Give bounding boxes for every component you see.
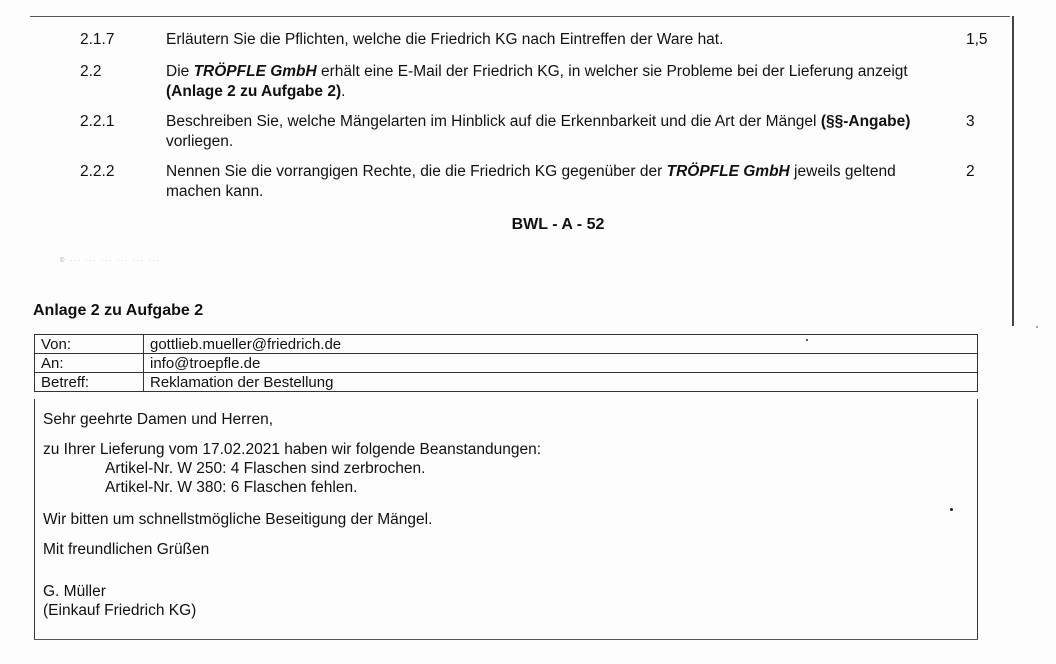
task-text-part: erhält eine E-Mail der Friedrich KG, in welcher sie Probleme bei der Lieferung anzeigt [316,63,908,80]
faint-footer-text: © ··· ··· ··· ··· ··· ··· [60,258,161,264]
right-margin-rule [1012,16,1014,326]
task-text: Erläutern Sie die Pflichten, welche die Friedrich KG nach Eintreffen der Ware hat. [166,31,724,48]
complaint-item: Artikel-Nr. W 380: 6 Flaschen fehlen. [105,479,358,496]
email-header-table [34,334,978,392]
task-text-part: Die [166,63,194,80]
attachment-reference: (Anlage 2 zu Aufgabe 2) [166,83,342,100]
bottom-divider [34,639,978,640]
email-greeting: Sehr geehrte Damen und Herren, [43,411,274,428]
email-request: Wir bitten um schnellstmögliche Beseitigung der Mängel. [43,511,433,528]
task-text-part: vorliegen. [166,133,234,150]
attachment-heading: Anlage 2 zu Aufgabe 2 [33,302,204,319]
task-points: 1,5 [966,31,988,48]
email-intro: zu Ihrer Lieferung vom 17.02.2021 haben wir folgende Beanstandungen: [43,441,542,458]
company-name: TRÖPFLE GmbH [666,163,790,180]
company-name: TRÖPFLE GmbH [193,63,317,80]
top-divider [30,16,1010,17]
task-text [166,162,946,202]
email-body [34,399,978,639]
task-number: 2.2 [80,63,102,80]
task-text-part: Nennen Sie die vorrangigen Rechte, die die Friedrich KG gegenüber der [166,163,667,180]
email-from-row [35,335,978,354]
email-to-row [35,354,978,373]
from-value: gottlieb.mueller@friedrich.de [144,335,978,354]
to-value: info@troepfle.de [144,354,978,373]
scan-speck [950,508,953,511]
subject-value: Reklamation der Bestellung [144,373,978,392]
email-closing: Mit freundlichen Grüßen [43,541,210,558]
task-points: 2 [966,163,975,180]
task-number: 2.2.2 [80,163,115,180]
task-text-part: jeweils geltend machen kann. [166,163,896,200]
from-label: Von: [35,335,144,354]
task-text [166,112,946,152]
paragraph-reference: (§§-Angabe) [820,113,911,130]
task-text-part: . [341,83,346,100]
task-text [166,62,946,102]
scan-speck [1036,326,1038,328]
complaint-item: Artikel-Nr. W 250: 4 Flaschen sind zerbrochen. [105,460,426,477]
email-subject-row [35,373,978,392]
task-text-part: Beschreiben Sie, welche Mängelarten im Hinblick auf die Erkennbarkeit und die Art der Mängel [166,113,821,130]
task-number: 2.2.1 [80,113,115,130]
task-number: 2.1.7 [80,31,115,48]
task-points: 3 [966,113,975,130]
signature-department: (Einkauf Friedrich KG) [43,602,197,619]
scan-speck [806,339,808,341]
subject-label: Betreff: [35,373,144,392]
signature-name: G. Müller [43,583,106,600]
page-code: BWL - A - 52 [511,216,605,233]
to-label: An: [35,354,144,373]
